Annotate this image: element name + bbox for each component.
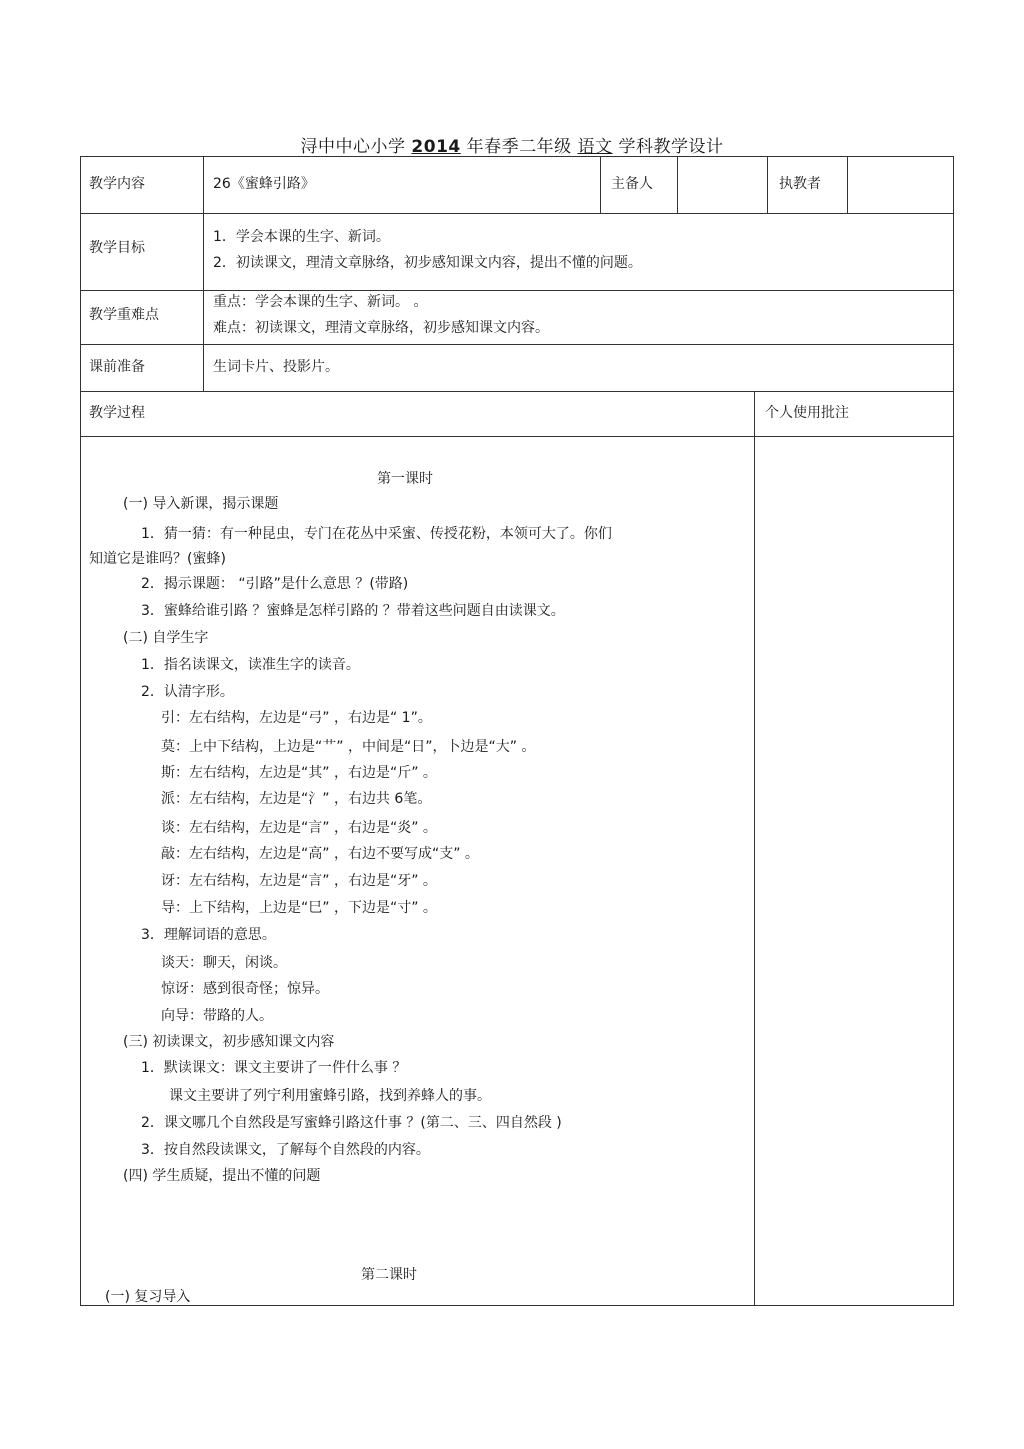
lesson-heading: 第二课时 [361, 1267, 417, 1283]
title-subject: 语文 [577, 137, 613, 157]
lesson-line: 2．课文哪几个自然段是写蜜蜂引路这什事 ？(第二、三、四自然段 ) [141, 1115, 562, 1131]
row-divider [81, 290, 953, 291]
col-divider [754, 391, 755, 1305]
title-suffix: 学科教学设计 [612, 137, 724, 157]
notes-label: 个人使用批注 [765, 405, 849, 421]
lesson-line: 3．按自然段读课文，了解每个自然段的内容。 [141, 1142, 430, 1158]
vocab-line: 向导：带路的人。 [161, 1008, 273, 1024]
lesson-plan-table [80, 156, 954, 1306]
preparation-label: 课前准备 [89, 359, 145, 375]
title-prefix: 浔中中心小学 [300, 137, 412, 157]
lesson-line: 1．指名读课文，读准生字的读音。 [141, 657, 360, 673]
title-year: 2014 [411, 137, 461, 157]
teacher-label: 执教者 [779, 176, 821, 192]
goals-label: 教学目标 [89, 240, 145, 256]
char-line: 敲：左右结构，左边是“高” ，右边不要写成“支” 。 [161, 846, 479, 862]
row-divider [81, 436, 953, 437]
lesson-heading: 第一课时 [377, 471, 433, 487]
char-line: 派：左右结构，左边是“氵” ，右边共 6笔。 [161, 791, 432, 807]
lesson-line: 1．猜一猜：有一种昆虫，专门在花丛中采蜜、传授花粉，本领可大了。你们 [141, 526, 612, 542]
section-heading: (三) 初读课文，初步感知课文内容 [123, 1034, 335, 1050]
char-line: 导：上下结构，上边是“巳” ，下边是“寸” 。 [161, 900, 437, 916]
char-line: 引：左右结构，左边是“弓” ，右边是“ 1”。 [161, 710, 432, 726]
lesson-line: 1．默读课文：课文主要讲了一件什么事 ？ [141, 1060, 407, 1076]
lesson-line: 3．理解词语的意思。 [141, 927, 276, 943]
key-point-line: 难点：初读课文，理清文章脉络，初步感知课文内容。 [213, 320, 549, 336]
page-title [0, 132, 1024, 157]
char-line: 讶：左右结构，左边是“言” ，右边是“牙” 。 [161, 873, 437, 889]
lesson-line: 2．揭示课题： “引路”是什么意思 ？(带路) [141, 576, 409, 592]
title-mid: 年春季二年级 [460, 137, 578, 157]
char-line: 莫：上中下结构，上边是“艹” ，中间是“日”，卜边是“大” 。 [161, 739, 536, 755]
lesson-line: 知道它是谁吗？(蜜蜂) [89, 551, 226, 567]
preparation-value: 生词卡片、投影片。 [213, 359, 339, 375]
section-heading: (二) 自学生字 [123, 630, 209, 646]
lesson-line: 3．蜜蜂给谁引路 ？蜜蜂是怎样引路的 ？带着这些问题自由读课文。 [141, 603, 565, 619]
goal-line: 1．学会本课的生字、新词。 [213, 229, 390, 245]
col-divider [600, 157, 601, 213]
lesson-line: 2．认清字形。 [141, 684, 234, 700]
col-divider [767, 157, 768, 213]
preparer-label: 主备人 [611, 176, 653, 192]
row-divider [81, 213, 953, 214]
content-value: 26《蜜蜂引路》 [213, 176, 315, 192]
key-points-label: 教学重难点 [89, 307, 159, 323]
col-divider [203, 157, 204, 391]
vocab-line: 谈天：聊天，闲谈。 [161, 955, 287, 971]
section-heading: (四) 学生质疑，提出不懂的问题 [123, 1168, 321, 1184]
section-heading: (一) 导入新课，揭示课题 [123, 496, 279, 512]
section-heading: (一) 复习导入 [105, 1289, 191, 1305]
goal-line: 2．初读课文，理清文章脉络，初步感知课文内容，提出不懂的问题。 [213, 255, 642, 271]
char-line: 谈：左右结构，左边是“言” ，右边是“炎” 。 [161, 820, 437, 836]
row-divider [81, 391, 953, 392]
col-divider [677, 157, 678, 213]
content-label: 教学内容 [89, 176, 145, 192]
col-divider [847, 157, 848, 213]
vocab-line: 惊讶：感到很奇怪；惊异。 [161, 981, 329, 997]
lesson-line: 课文主要讲了列宁利用蜜蜂引路，找到养蜂人的事。 [169, 1088, 491, 1104]
char-line: 斯：左右结构，左边是“其” ，右边是“斤” 。 [161, 765, 437, 781]
process-label: 教学过程 [89, 405, 145, 421]
key-point-line: 重点：学会本课的生字、新词。 。 [213, 294, 428, 310]
row-divider [81, 344, 953, 345]
